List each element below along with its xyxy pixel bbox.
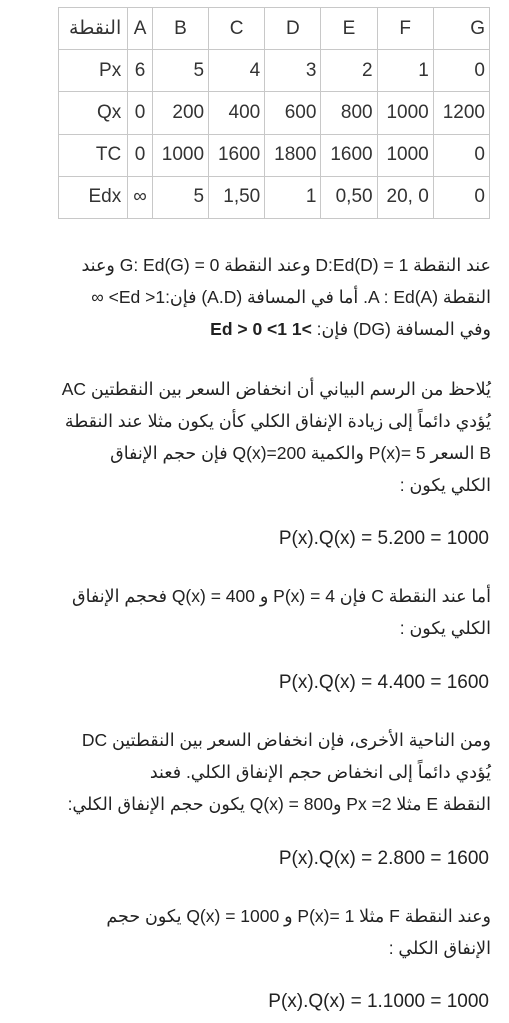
header-cell: C	[209, 8, 265, 50]
header-cell: E	[321, 8, 377, 50]
ac-segment-paragraph	[11, 373, 491, 501]
paragraph-line: الإنفاق الكلي :	[388, 938, 491, 958]
paragraph-line: ومن الناحية الأخرى، فإن انخفاض السعر بين النقطتين DC	[81, 730, 491, 750]
table-cell: 1000	[152, 134, 208, 176]
formula-point-f: P(x).Q(x) = 1.1000 = 1000	[268, 991, 489, 1012]
header-cell: A	[128, 8, 153, 50]
table-cell: 0	[128, 92, 153, 134]
table-cell: 3	[265, 50, 321, 92]
table-row-edx	[59, 176, 490, 218]
row-label: Px	[59, 50, 128, 92]
formula-point-c: P(x).Q(x) = 4.400 = 1600	[278, 672, 489, 693]
table-cell: 200	[152, 92, 208, 134]
row-label: Edx	[59, 176, 128, 218]
table-cell: 0	[433, 134, 489, 176]
paragraph-line: النقطة A : Ed(A). أما في المسافة (A.D) فإن:1< Ed> ∞	[91, 287, 491, 307]
point-f-paragraph	[11, 900, 491, 964]
table-cell: 2	[321, 50, 377, 92]
paragraph-line: يُلاحظ من الرسم البياني أن انخفاض السعر بين النقطتين AC	[61, 379, 491, 399]
table-cell: 1600	[209, 134, 265, 176]
table-cell: ∞	[128, 176, 153, 218]
paragraph-line: عند النقطة D:Ed(D) = 1 وعند النقطة G: Ed(G) = 0 وعند	[81, 255, 491, 275]
table-cell: 1000	[377, 134, 433, 176]
table-cell: 4	[209, 50, 265, 92]
paragraph-line: أما عند النقطة C فإن P(x) = 4 و Q(x) = 400 فحجم الإنفاق	[72, 586, 491, 606]
formula-point-b: P(x).Q(x) = 5.200 = 1000	[278, 528, 489, 549]
table-cell: 20, 0	[377, 176, 433, 218]
table-cell: 1200	[433, 92, 489, 134]
paragraph-line: الكلي يكون :	[399, 618, 491, 638]
table-cell: 0	[128, 134, 153, 176]
paragraph-line: يُؤدي دائماً إلى زيادة الإنفاق الكلي كأن يكون مثلا عند النقطة	[64, 411, 491, 431]
header-cell: B	[152, 8, 208, 50]
table-cell: 1	[377, 50, 433, 92]
paragraph-line: الكلي يكون :	[399, 475, 491, 495]
header-cell: D	[265, 8, 321, 50]
table-cell: 0	[433, 50, 489, 92]
table-cell: 600	[265, 92, 321, 134]
table-cell: 5	[152, 50, 208, 92]
bold-inequality: Ed > 0 <1 1<	[210, 319, 312, 339]
header-cell: G	[433, 8, 489, 50]
paragraph-line	[11, 313, 491, 345]
table-cell: 0	[433, 176, 489, 218]
table-header-row	[59, 8, 490, 50]
header-cell: F	[377, 8, 433, 50]
paragraph-line: وعند النقطة F مثلا P(x)= 1 و Q(x) = 1000 يكون حجم	[106, 906, 491, 926]
paragraph-text: وفي المسافة (DG) فإن:	[311, 319, 491, 339]
dc-segment-paragraph	[11, 724, 491, 820]
table-cell: 0,50	[321, 176, 377, 218]
table-cell: 5	[152, 176, 208, 218]
row-label: Qx	[59, 92, 128, 134]
elasticity-summary-paragraph	[11, 249, 491, 345]
paragraph-line: النقطة E مثلا Px =2 و800 = Q(x) يكون حجم الإنفاق الكلي:	[67, 794, 491, 814]
table-cell: 400	[209, 92, 265, 134]
table-row-qx	[59, 92, 490, 134]
row-label: TC	[59, 134, 128, 176]
table-row-tc	[59, 134, 490, 176]
formula-point-e: P(x).Q(x) = 2.800 = 1600	[278, 848, 489, 869]
paragraph-line: B السعر P(x)= 5 والكمية Q(x)=200 فإن حجم الإنفاق	[110, 443, 491, 463]
elasticity-table	[58, 7, 490, 219]
header-point-label: النقطة	[59, 8, 128, 50]
table-cell: 1	[265, 176, 321, 218]
table-cell: 1600	[321, 134, 377, 176]
point-c-paragraph	[11, 580, 491, 644]
table-row-px	[59, 50, 490, 92]
table-cell: 800	[321, 92, 377, 134]
table-cell: 1000	[377, 92, 433, 134]
table-cell: 1800	[265, 134, 321, 176]
table-cell: 1,50	[209, 176, 265, 218]
paragraph-line: يُؤدي دائماً إلى انخفاض حجم الإنفاق الكلي. فعند	[149, 762, 491, 782]
table-cell: 6	[128, 50, 153, 92]
